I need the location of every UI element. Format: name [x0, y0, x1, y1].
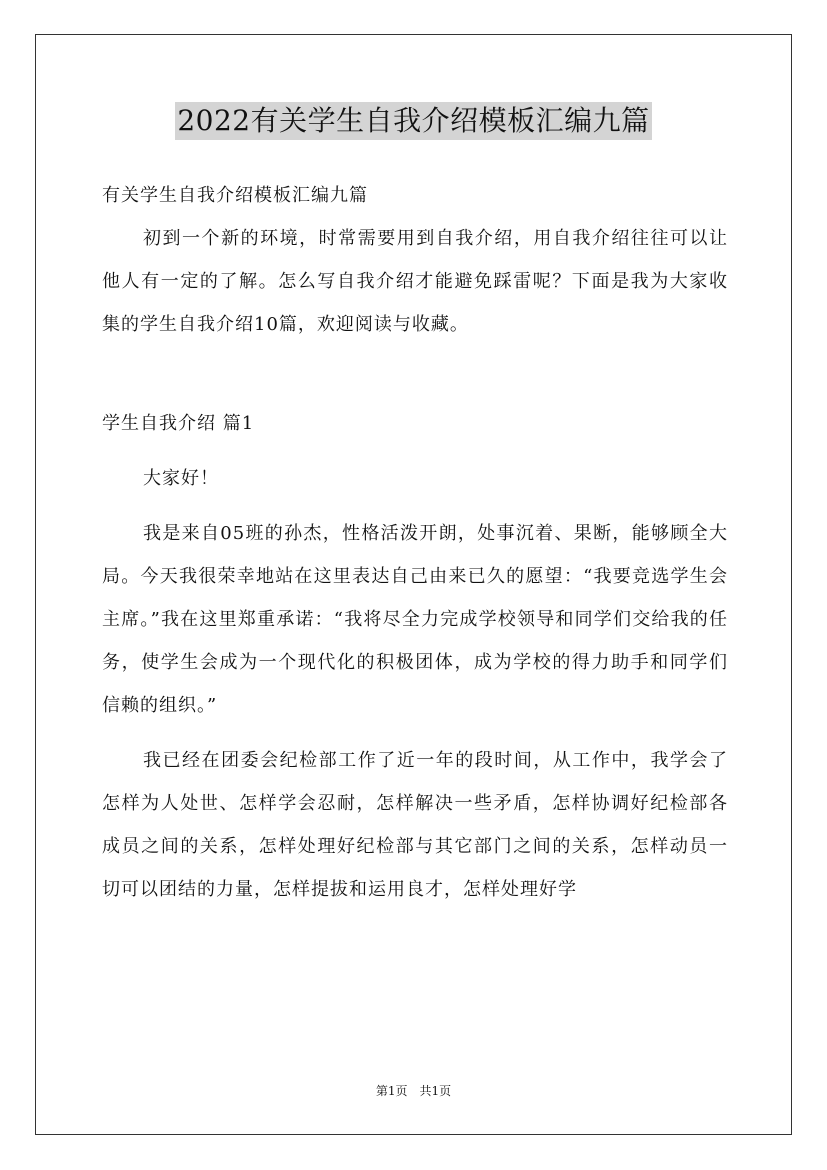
title-container: [0, 102, 827, 140]
document-subtitle: 有关学生自我介绍模板汇编九篇: [102, 185, 368, 206]
greeting: 大家好！: [143, 468, 219, 489]
body-paragraph: 我已经在团委会纪检部工作了近一年的段时间，从工作中，我学会了怎样为人处世、怎样学会忍耐，怎样解决一些矛盾，怎样协调好纪检部各成员之间的关系，怎样处理好纪检部与其它部门之间的关系，怎样动员一切可以团结的力量，怎样提拔和运用良才，怎样处理好学: [102, 750, 728, 900]
section-heading: 学生自我介绍 篇1: [102, 413, 255, 434]
document-body: [102, 174, 728, 911]
intro-paragraph: 初到一个新的环境，时常需要用到自我介绍，用自我介绍往往可以让他人有一定的了解。怎么写自我介绍才能避免踩雷呢？下面是我为大家收集的学生自我介绍10篇，欢迎阅读与收藏。: [102, 228, 728, 335]
body-paragraph: 我是来自05班的孙杰，性格活泼开朗，处事沉着、果断，能够顾全大局。今天我很荣幸地站在这里表达自己由来已久的愿望：“我要竞选学生会主席。”我在这里郑重承诺：“我将尽全力完成学校领导和同学们交给我的任务，使学生会成为一个现代化的积极团体，成为学校的得力助手和同学们信赖的组织。”: [102, 523, 728, 716]
page-footer: [0, 1082, 827, 1099]
document-title: 2022有关学生自我介绍模板汇编九篇: [175, 102, 651, 140]
total-pages: 共1页: [419, 1084, 452, 1098]
page-number: 第1页: [375, 1084, 408, 1098]
